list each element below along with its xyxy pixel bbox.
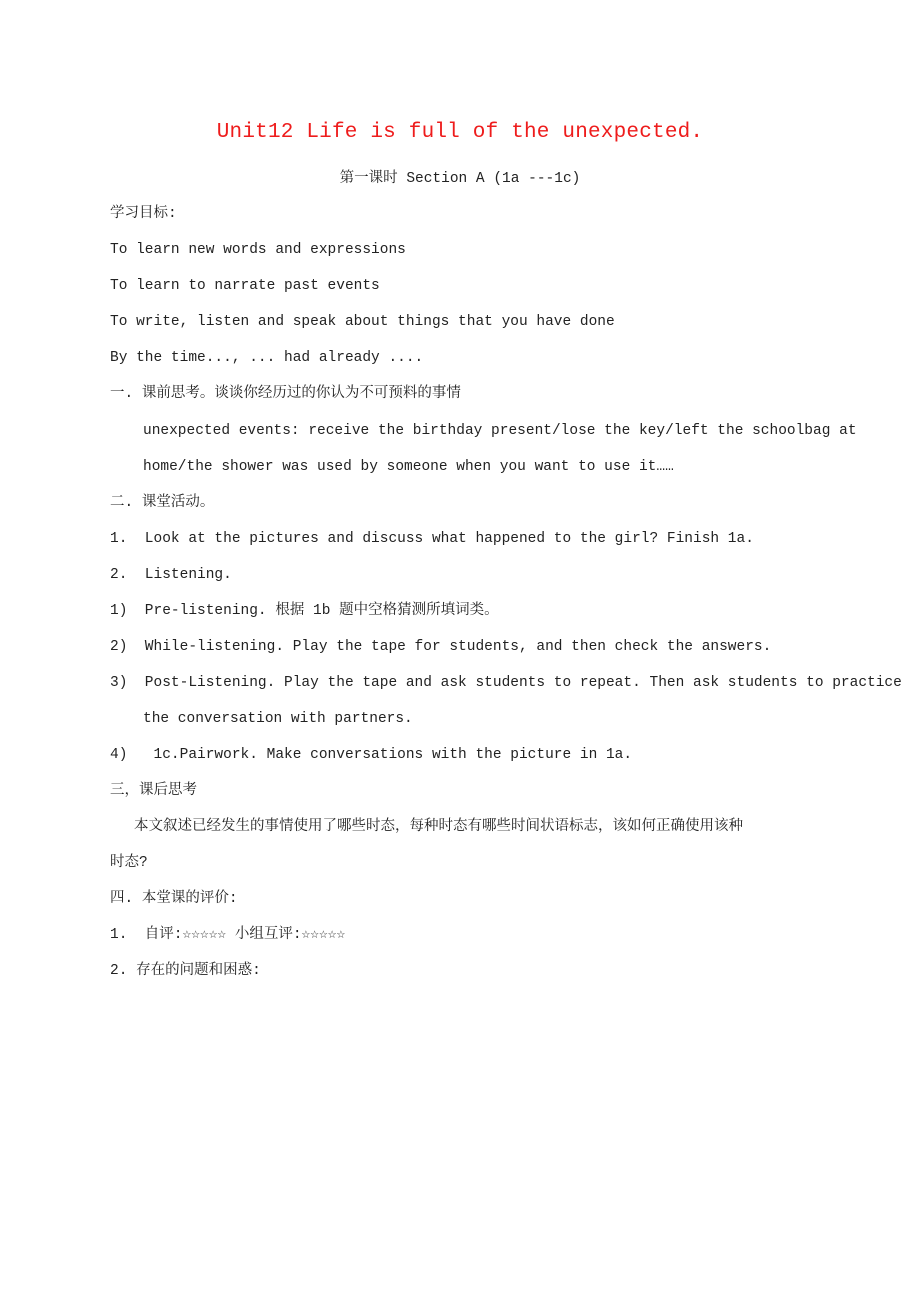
section1-line: home/the shower was used by someone when you want to use it……	[143, 459, 674, 475]
objective-item: By the time..., ... had already ....	[110, 350, 424, 366]
evaluation-item: 2. 存在的问题和困惑:	[110, 963, 261, 979]
activity-item: 1. Look at the pictures and discuss what happened to the girl? Finish 1a.	[110, 531, 754, 547]
section3-heading: 三，课后思考	[110, 783, 197, 799]
section3-paragraph: 本文叙述已经发生的事情使用了哪些时态，每种时态有哪些时间状语标志，该如何正确使用该种	[134, 819, 743, 835]
section4-heading: 四. 本堂课的评价:	[110, 891, 238, 907]
section3-paragraph-continuation: 时态?	[110, 855, 148, 871]
section1-line: unexpected events: receive the birthday present/lose the key/left the schoolbag at	[143, 423, 857, 439]
activity-item: 2. Listening.	[110, 567, 232, 583]
objective-item: To learn new words and expressions	[110, 242, 406, 258]
objective-item: To learn to narrate past events	[110, 278, 380, 294]
evaluation-item: 1. 自评:☆☆☆☆☆ 小组互评:☆☆☆☆☆	[110, 927, 346, 943]
activity-item: 4) 1c.Pairwork. Make conversations with the picture in 1a.	[110, 747, 633, 763]
activity-item: 2) While-listening. Play the tape for students, and then check the answers.	[110, 639, 772, 655]
section1-heading: 一. 课前思考。谈谈你经历过的你认为不可预料的事情	[110, 386, 461, 402]
document-subtitle: 第一课时 Section A (1a ---1c)	[339, 171, 581, 187]
objectives-heading: 学习目标:	[110, 206, 177, 222]
section2-heading: 二. 课堂活动。	[110, 495, 215, 511]
objective-item: To write, listen and speak about things that you have done	[110, 314, 615, 330]
document-title: Unit12 Life is full of the unexpected.	[216, 121, 704, 144]
activity-item: 1) Pre-listening. 根据 1b 题中空格猜测所填词类。	[110, 603, 499, 619]
activity-item: 3) Post-Listening. Play the tape and ask students to repeat. Then ask students to practice	[110, 675, 902, 691]
activity-item-continuation: the conversation with partners.	[143, 711, 413, 727]
